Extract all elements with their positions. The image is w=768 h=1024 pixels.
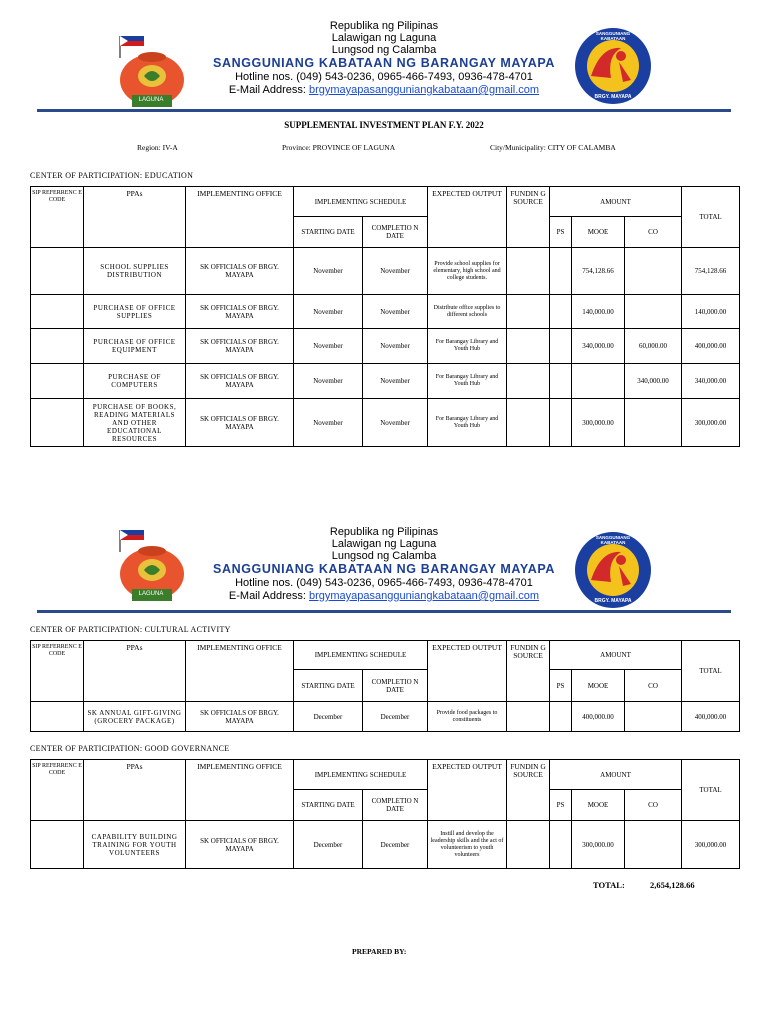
- ps-cell: [550, 364, 572, 399]
- city-line: Lungsod ng Calamba: [331, 44, 437, 56]
- header-output: EXPECTED OUTPUT: [428, 760, 507, 821]
- header-output: EXPECTED OUTPUT: [428, 187, 507, 248]
- sk-mayapa-logo: [573, 26, 653, 111]
- ppa-cell: SK ANNUAL GIFT-GIVING (GROCERY PACKAGE): [84, 702, 186, 732]
- document-title: SUPPLEMENTAL INVESTMENT PLAN F.Y. 2022: [284, 120, 484, 130]
- org-name: SANGGUNIANG KABATAAN NG BARANGAY MAYAPA: [213, 562, 555, 576]
- office-cell: SK OFFICIALS OF BRGY. MAYAPA: [186, 295, 294, 329]
- ppa-cell: PURCHASE OF COMPUTERS: [84, 364, 186, 399]
- header-starting: STARTING DATE: [294, 790, 363, 821]
- header-completion: COMPLETIO N DATE: [363, 670, 428, 702]
- co-cell: [625, 399, 682, 447]
- header-amount: AMOUNT: [550, 187, 682, 217]
- header-ps: PS: [550, 670, 572, 702]
- mooe-cell: [572, 364, 625, 399]
- mooe-cell: 340,000.00: [572, 329, 625, 364]
- total-cell: 400,000.00: [682, 702, 740, 732]
- ps-cell: [550, 821, 572, 869]
- header-starting: STARTING DATE: [294, 217, 363, 248]
- header-ppas: PPAs: [84, 641, 186, 702]
- table-row: [31, 364, 740, 399]
- header-mooe: MOOE: [572, 790, 625, 821]
- header-schedule: IMPLEMENTING SCHEDULE: [294, 760, 428, 790]
- header-rule: [37, 109, 731, 112]
- co-cell: [625, 821, 682, 869]
- mooe-cell: 300,000.00: [572, 821, 625, 869]
- co-cell: 340,000.00: [625, 364, 682, 399]
- header-ps: PS: [550, 790, 572, 821]
- center-education-label: CENTER OF PARTICIPATION: EDUCATION: [30, 171, 194, 180]
- office-cell: SK OFFICIALS OF BRGY. MAYAPA: [186, 399, 294, 447]
- sk-logo-top-text: SANGGUNIANG KABATAAN: [595, 535, 631, 545]
- table-row: [31, 329, 740, 364]
- office-cell: SK OFFICIALS OF BRGY. MAYAPA: [186, 702, 294, 732]
- ps-cell: [550, 248, 572, 295]
- header-rule: [37, 610, 731, 613]
- header-mooe: MOOE: [572, 670, 625, 702]
- output-cell: Instill and develop the leadership skills and the act of volunteerism to youth volunteers: [428, 821, 507, 869]
- center-governance-label: CENTER OF PARTICIPATION: GOOD GOVERNANCE: [30, 744, 230, 753]
- header-sip-code: SIP REFERRENC E CODE: [31, 760, 84, 821]
- table-row: [31, 702, 740, 732]
- header-ppas: PPAs: [84, 187, 186, 248]
- table-row: [31, 295, 740, 329]
- hotline-text: Hotline nos. (049) 543-0236, 0965-466-7493, 0936-478-4701: [235, 71, 533, 83]
- grand-total-label: TOTAL:: [593, 880, 625, 890]
- ppa-cell: PURCHASE OF OFFICE SUPPLIES: [84, 295, 186, 329]
- total-cell: 340,000.00: [682, 364, 740, 399]
- start-cell: December: [294, 821, 363, 869]
- header-sip-code: SIP REFERRENC E CODE: [31, 641, 84, 702]
- republic-line: Republika ng Pilipinas: [329, 526, 439, 538]
- header-funding: FUNDIN G SOURCE: [507, 760, 550, 821]
- start-cell: November: [294, 364, 363, 399]
- end-cell: November: [363, 295, 428, 329]
- end-cell: December: [363, 821, 428, 869]
- header-co: CO: [625, 670, 682, 702]
- org-name: SANGGUNIANG KABATAAN NG BARANGAY MAYAPA: [213, 56, 555, 70]
- sk-mayapa-logo: [573, 530, 653, 615]
- header-total: TOTAL: [682, 760, 740, 821]
- ppa-cell: PURCHASE OF BOOKS, READING MATERIALS AND OTHER EDUCATIONAL RESOURCES: [84, 399, 186, 447]
- co-cell: [625, 295, 682, 329]
- email-link[interactable]: brgymayapasangguniangkabataan@gmail.com: [309, 590, 540, 602]
- table-row: [31, 399, 740, 447]
- center-cultural-label: CENTER OF PARTICIPATION: CULTURAL ACTIVITY: [30, 625, 231, 634]
- laguna-logo-text: LAGUNA: [138, 591, 164, 597]
- city-line: Lungsod ng Calamba: [331, 550, 437, 562]
- province-line: Lalawigan ng Laguna: [331, 32, 437, 44]
- office-cell: SK OFFICIALS OF BRGY. MAYAPA: [186, 364, 294, 399]
- ppa-cell: PURCHASE OF OFFICE EQUIPMENT: [84, 329, 186, 364]
- end-cell: December: [363, 702, 428, 732]
- ps-cell: [550, 295, 572, 329]
- hotline-text: Hotline nos. (049) 543-0236, 0965-466-7493, 0936-478-4701: [235, 577, 533, 589]
- header-completion: COMPLETIO N DATE: [363, 217, 428, 248]
- output-cell: Provide food packages to constituents: [428, 702, 507, 732]
- letterhead-bottom: [0, 526, 768, 636]
- header-total: TOTAL: [682, 187, 740, 248]
- header-schedule: IMPLEMENTING SCHEDULE: [294, 187, 428, 217]
- output-cell: For Barangay Library and Youth Hub: [428, 329, 507, 364]
- end-cell: November: [363, 399, 428, 447]
- header-office: IMPLEMENTING OFFICE: [186, 760, 294, 821]
- header-sip-code: SIP REFERRENC E CODE: [31, 187, 84, 248]
- ps-cell: [550, 702, 572, 732]
- email-link[interactable]: brgymayapasangguniangkabataan@gmail.com: [309, 84, 540, 96]
- end-cell: November: [363, 329, 428, 364]
- office-cell: SK OFFICIALS OF BRGY. MAYAPA: [186, 248, 294, 295]
- co-cell: [625, 248, 682, 295]
- end-cell: November: [363, 364, 428, 399]
- header-ppas: PPAs: [84, 760, 186, 821]
- co-cell: 60,000.00: [625, 329, 682, 364]
- output-cell: Provide school supplies for elementary, high school and college students.: [428, 248, 507, 295]
- region-field: Region: IV-A: [137, 143, 178, 152]
- ps-cell: [550, 399, 572, 447]
- office-cell: SK OFFICIALS OF BRGY. MAYAPA: [186, 821, 294, 869]
- header-amount: AMOUNT: [550, 760, 682, 790]
- table-row: [31, 821, 740, 869]
- co-cell: [625, 702, 682, 732]
- header-co: CO: [625, 790, 682, 821]
- education-table: [30, 186, 740, 447]
- ps-cell: [550, 329, 572, 364]
- header-completion: COMPLETIO N DATE: [363, 790, 428, 821]
- header-ps: PS: [550, 217, 572, 248]
- output-cell: For Barangay Library and Youth Hub: [428, 399, 507, 447]
- sk-logo-top-text: SANGGUNIANG KABATAAN: [595, 31, 631, 41]
- output-cell: For Barangay Library and Youth Hub: [428, 364, 507, 399]
- table-row: [31, 248, 740, 295]
- total-cell: 300,000.00: [682, 821, 740, 869]
- start-cell: December: [294, 702, 363, 732]
- header-funding: FUNDIN G SOURCE: [507, 641, 550, 702]
- mooe-cell: 754,128.66: [572, 248, 625, 295]
- header-funding: FUNDIN G SOURCE: [507, 187, 550, 248]
- sk-logo-bottom-text: BRGY. MAYAPA: [594, 94, 632, 100]
- output-cell: Distribute office supplies to different schools: [428, 295, 507, 329]
- office-cell: SK OFFICIALS OF BRGY. MAYAPA: [186, 329, 294, 364]
- email-label: E-Mail Address:: [228, 84, 309, 96]
- header-output: EXPECTED OUTPUT: [428, 641, 507, 702]
- sk-logo-bottom-text: BRGY. MAYAPA: [594, 598, 632, 604]
- cultural-table: [30, 640, 740, 732]
- mooe-cell: 400,000.00: [572, 702, 625, 732]
- start-cell: November: [294, 295, 363, 329]
- header-schedule: IMPLEMENTING SCHEDULE: [294, 641, 428, 670]
- start-cell: November: [294, 248, 363, 295]
- ppa-cell: CAPABILITY BUILDING TRAINING FOR YOUTH VOLUNTEERS: [84, 821, 186, 869]
- mooe-cell: 140,000.00: [572, 295, 625, 329]
- total-cell: 400,000.00: [682, 329, 740, 364]
- letterhead-top: [0, 20, 768, 130]
- email-label: E-Mail Address:: [228, 590, 309, 602]
- header-co: CO: [625, 217, 682, 248]
- header-office: IMPLEMENTING OFFICE: [186, 641, 294, 702]
- header-amount: AMOUNT: [550, 641, 682, 670]
- ppa-cell: SCHOOL SUPPLIES DISTRIBUTION: [84, 248, 186, 295]
- city-field: City/Municipality: CITY OF CALAMBA: [490, 143, 616, 152]
- province-line: Lalawigan ng Laguna: [331, 538, 437, 550]
- governance-table: [30, 759, 740, 869]
- header-mooe: MOOE: [572, 217, 625, 248]
- total-cell: 300,000.00: [682, 399, 740, 447]
- laguna-logo-text: LAGUNA: [138, 97, 164, 103]
- header-starting: STARTING DATE: [294, 670, 363, 702]
- republic-line: Republika ng Pilipinas: [329, 20, 439, 32]
- total-cell: 140,000.00: [682, 295, 740, 329]
- mooe-cell: 300,000.00: [572, 399, 625, 447]
- province-field: Province: PROVINCE OF LAGUNA: [282, 143, 396, 152]
- header-total: TOTAL: [682, 641, 740, 702]
- grand-total-value: 2,654,128.66: [650, 880, 695, 890]
- header-office: IMPLEMENTING OFFICE: [186, 187, 294, 248]
- start-cell: November: [294, 329, 363, 364]
- end-cell: November: [363, 248, 428, 295]
- prepared-by-label: PREPARED BY:: [352, 947, 407, 956]
- start-cell: November: [294, 399, 363, 447]
- total-cell: 754,128.66: [682, 248, 740, 295]
